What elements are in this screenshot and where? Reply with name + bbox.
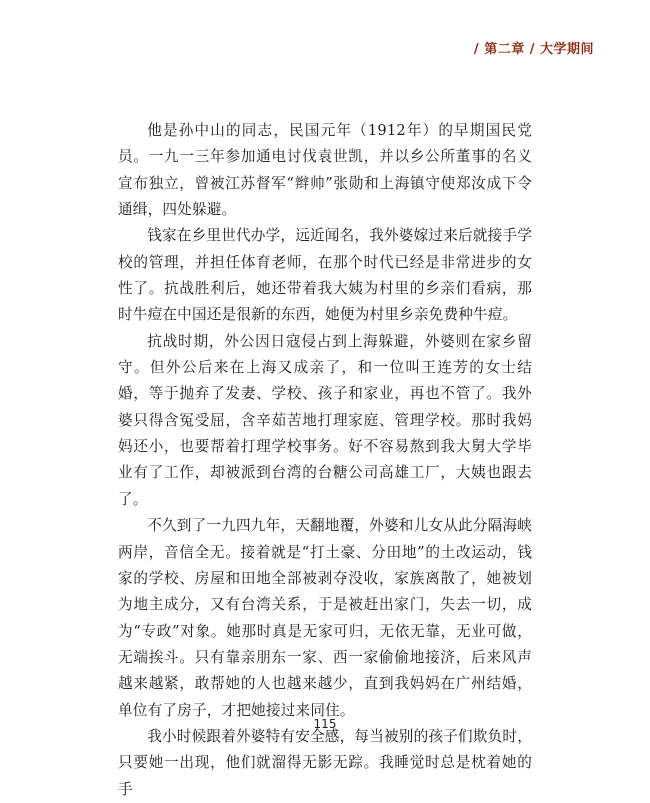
paragraph-2: 钱家在乡里世代办学，远近闻名，我外婆嫁过来后就接手学校的管理，并担任体育老师，在那个时代已经是非常进步的女性了。抗战胜利后，她还带着我大姨为村里的乡亲们看病，那时牛痘在中国还是很新的东西，她便为村里乡亲免费种牛痘。: [118, 227, 532, 324]
paragraph-1: 他是孙中山的同志，民国元年（1912年）的早期国民党员。一九一三年参加通电讨伐袁世凯，并以乡公所董事的名义宣布独立，曾被江苏督军“辫帅”张勋和上海镇守使郑汝成下令通缉，四处躲避。: [118, 122, 532, 219]
body-text: [118, 118, 532, 803]
page-number: 115: [313, 717, 337, 731]
paragraph-5: 我小时候跟着外婆特有安全感，每当被别的孩子们欺负时，只要她一出现，他们就溜得无影无踪。我睡觉时总是枕着她的手: [118, 727, 532, 798]
running-head: / 第二章 / 大学期间: [473, 42, 594, 57]
paragraph-3: 抗战时期，外公因日寇侵占到上海躲避，外婆则在家乡留守。但外公后来在上海又成亲了，和一位叫王连芳的女士结婚，等于抛弃了发妻、学校、孩子和家业，再也不管了。我外婆只得含冤受屈，含辛茹苦地打理家庭、管理学校。那时我妈妈还小，也要帮着打理学校事务。好不容易熬到我大舅大学毕业有了工作，却被派到台湾的台糖公司高雄工厂，大姨也跟去了。: [118, 332, 532, 508]
paragraph-4: 不久到了一九四九年，天翻地覆，外婆和儿女从此分隔海峡两岸，音信全无。接着就是“打土豪、分田地”的土改运动，钱家的学校、房屋和田地全部被剥夺没收，家族离散了，她被划为地主成分，又有台湾关系，于是被赶出家门，失去一切，成为“专政”对象。她那时真是无家可归，无依无靠，无业可做，无端挨斗。只有靠亲朋东一家、西一家偷偷地接济，后来风声越来越紧，敢帮她的人也越来越少，直到我妈妈在广州结婚，单位有了房子，才把她接过来同住。: [118, 517, 532, 719]
